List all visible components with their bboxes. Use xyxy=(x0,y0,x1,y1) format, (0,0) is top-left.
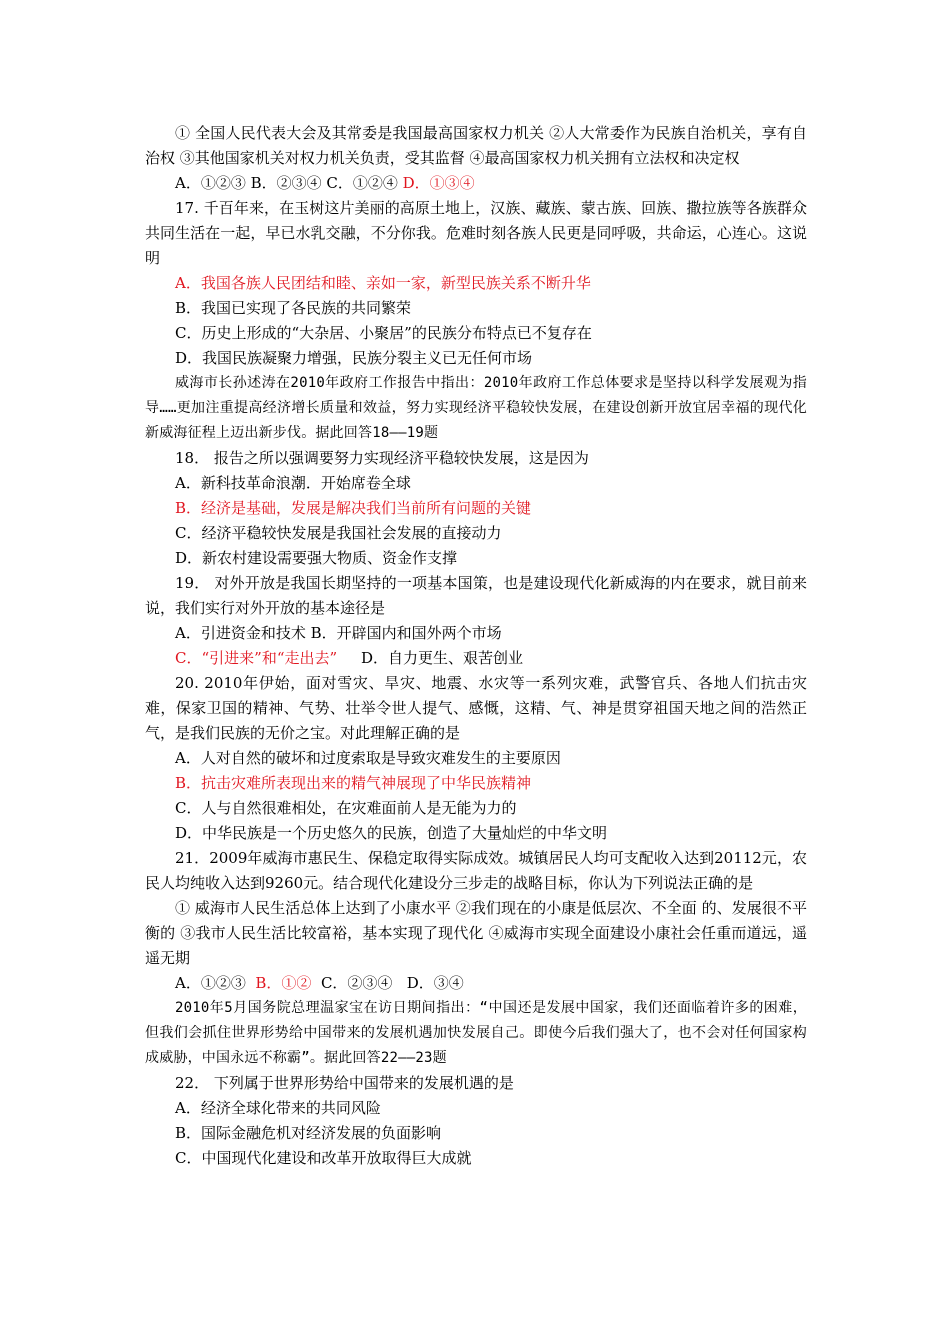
q16-options xyxy=(145,171,807,196)
material-18-19: 威海市长孙述涛在2010年政府工作报告中指出：2010年政府工作总体要求是坚持以科学发展观为指导……更加注重提高经济增长质量和效益，努力实现经济平稳较快发展，在建设创新开放宜居幸福的现代化新威海征程上迈出新步伐。据此回答18——19题 xyxy=(145,375,807,441)
q18-option-c: C．经济平稳较快发展是我国社会发展的直接动力 xyxy=(175,524,502,542)
q18-option-b: B．经济是基础，发展是解决我们当前所有问题的关键 xyxy=(175,499,532,517)
q20-option-d: D．中华民族是一个历史悠久的民族，创造了大量灿烂的中华文明 xyxy=(175,824,608,842)
material-22-23: 2010年5月国务院总理温家宝在访日期间指出：“中国还是发展中国家，我们还面临着许多的困难，但我们会抓住世界形势给中国带来的发展机遇加快发展自己。即使今后我们强大了，也不会对任何国家构成威胁，中国永远不称霸”。据此回答22——23题 xyxy=(145,1000,807,1066)
q19-options-cd xyxy=(145,646,807,671)
q21-items: ① 威海市人民生活总体上达到了小康水平 ②我们现在的小康是低层次、不全面 的、发展很不平衡的 ③我市人民生活比较富裕，基本实现了现代化 ④威海市实现全面建设小康社会任重而道远，遥遥无期 xyxy=(145,899,807,967)
q19-answer-c: C．“引进来”和“走出去” xyxy=(175,649,338,667)
q21-options xyxy=(145,971,807,996)
q21-option-a: A．①②③ xyxy=(175,974,256,992)
q17-option-c: C．历史上形成的“大杂居、小聚居”的民族分布特点已不复存在 xyxy=(175,324,592,342)
q19-stem: 19． 对外开放是我国长期坚持的一项基本国策，也是建设现代化新威海的内在要求，就目前来说，我们实行对外开放的基本途径是 xyxy=(145,574,807,617)
q20-option-b: B．抗击灾难所表现出来的精气神展现了中华民族精神 xyxy=(175,774,532,792)
q21-stem: 21．2009年威海市惠民生、保稳定取得实际成效。城镇居民人均可支配收入达到20112元，农民人均纯收入达到9260元。结合现代化建设分三步走的战略目标，你认为下列说法正确的是 xyxy=(145,849,807,892)
q20-option-c: C．人与自然很难相处，在灾难面前人是无能为力的 xyxy=(175,799,517,817)
q22-option-c: C．中国现代化建设和改革开放取得巨大成就 xyxy=(175,1149,472,1167)
q18-option-a: A．新科技革命浪潮．开始席卷全球 xyxy=(175,474,411,492)
q22-stem: 22． 下列属于世界形势给中国带来的发展机遇的是 xyxy=(175,1074,514,1092)
q16-options-abc: A．①②③ B．②③④ C．①②④ xyxy=(175,174,403,192)
q16-stem: ① 全国人民代表大会及其常委是我国最高国家权力机关 ②人大常委作为民族自治机关，享有自治权 ③其他国家机关对权力机关负责，受其监督 ④最高国家权力机关拥有立法权和决定权 xyxy=(145,124,807,167)
q18-option-d: D．新农村建设需要强大物质、资金作支撑 xyxy=(175,549,458,567)
question-block xyxy=(145,121,807,1171)
q17-option-a: A．我国各族人民团结和睦、亲如一家，新型民族关系不断升华 xyxy=(175,274,591,292)
q17-option-d: D．我国民族凝聚力增强，民族分裂主义已无任何市场 xyxy=(175,349,533,367)
q22-option-a: A．经济全球化带来的共同风险 xyxy=(175,1099,381,1117)
q20-option-a: A．人对自然的破坏和过度索取是导致灾难发生的主要原因 xyxy=(175,749,561,767)
q19-option-d: D．自力更生、艰苦创业 xyxy=(337,649,524,667)
q17-stem: 17. 千百年来，在玉树这片美丽的高原土地上，汉族、藏族、蒙古族、回族、撒拉族等各族群众共同生活在一起，早已水乳交融，不分你我。危难时刻各族人民更是同呼吸，共命运，心连心。这说明 xyxy=(145,199,807,267)
q19-options-ab: A．引进资金和技术 B．开辟国内和国外两个市场 xyxy=(175,624,502,642)
q21-options-cd: C．②③④ D．③④ xyxy=(311,974,464,992)
q18-stem: 18． 报告之所以强调要努力实现经济平稳较快发展，这是因为 xyxy=(175,449,589,467)
q17-option-b: B．我国已实现了各民族的共同繁荣 xyxy=(175,299,412,317)
q22-option-b: B．国际金融危机对经济发展的负面影响 xyxy=(175,1124,442,1142)
q16-answer-d: D．①③④ xyxy=(402,174,475,192)
q21-answer-b: B．①② xyxy=(255,974,312,992)
q20-stem: 20. 2010年伊始，面对雪灾、旱灾、地震、水灾等一系列灾难，武警官兵、各地人们抗击灾难，保家卫国的精神、气势、壮举令世人提气、感慨，这精、气、神是贯穿祖国天地之间的浩然正气，是我们民族的无价之宝。对此理解正确的是 xyxy=(145,674,807,742)
